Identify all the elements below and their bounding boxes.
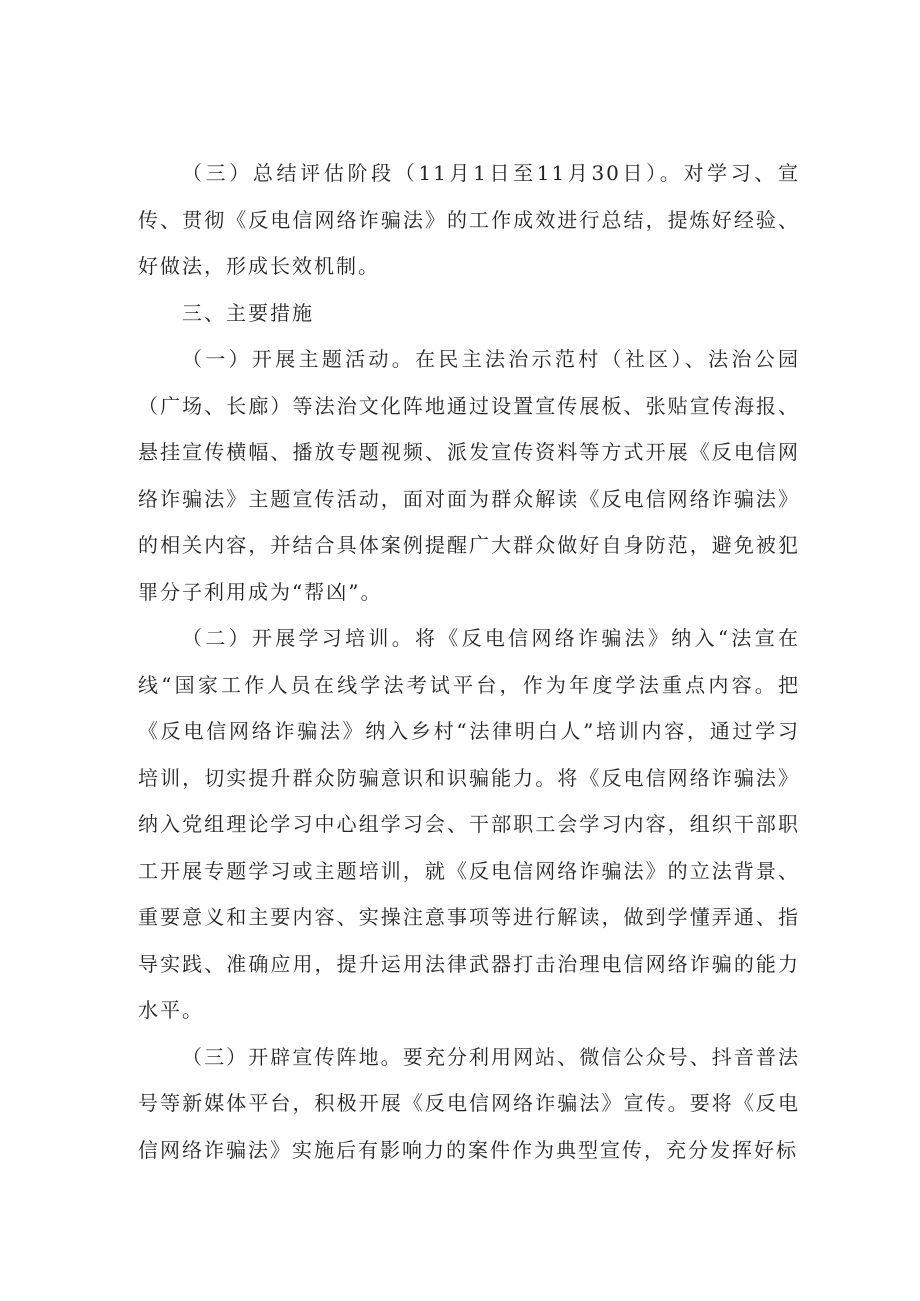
- document-body: [138, 150, 800, 1173]
- paragraph-summary-phase: （三）总结评估阶段（11月1日至11月30日）。对学习、宣传、贯彻《反电信网络诈骗法》的工作成效进行总结，提炼好经验、好做法，形成长效机制。: [138, 161, 800, 278]
- paragraph-training: （二）开展学习培训。将《反电信网络诈骗法》纳入“法宣在线“国家工作人员在线学法考试平台，作为年度学法重点内容。把《反电信网络诈骗法》纳入乡村“法律明白人”培训内容，通过学习培训，切实提升群众防骗意识和识骗能力。将《反电信网络诈骗法》纳入党组理论学习中心组学习会、干部职工会学习内容，组织干部职工开展专题学习或主题培训，就《反电信网络诈骗法》的立法背景、重要意义和主要内容、实操注意事项等进行解读，做到学懂弄通、指导实践、准确应用，提升运用法律武器打击治理电信网络诈骗的能力水平。: [138, 626, 800, 1022]
- section-heading-main-measures: 三、主要措施: [182, 300, 314, 325]
- paragraph-theme-activities: （一）开展主题活动。在民主法治示范村（社区）、法治公园（广场、长廊）等法治文化阵地通过设置宣传展板、张贴宣传海报、悬挂宣传横幅、播放专题视频、派发宣传资料等方式开展《反电信网络诈骗法》主题宣传活动，面对面为群众解读《反电信网络诈骗法》的相关内容，并结合具体案例提醒广大群众做好自身防范，避免被犯罪分子利用成为“帮凶”。: [138, 347, 800, 604]
- paragraph-publicity-platform: （三）开辟宣传阵地。要充分利用网站、微信公众号、抖音普法号等新媒体平台，积极开展《反电信网络诈骗法》宣传。要将《反电信网络诈骗法》实施后有影响力的案件作为典型宣传，充分发挥好标: [138, 1044, 800, 1162]
